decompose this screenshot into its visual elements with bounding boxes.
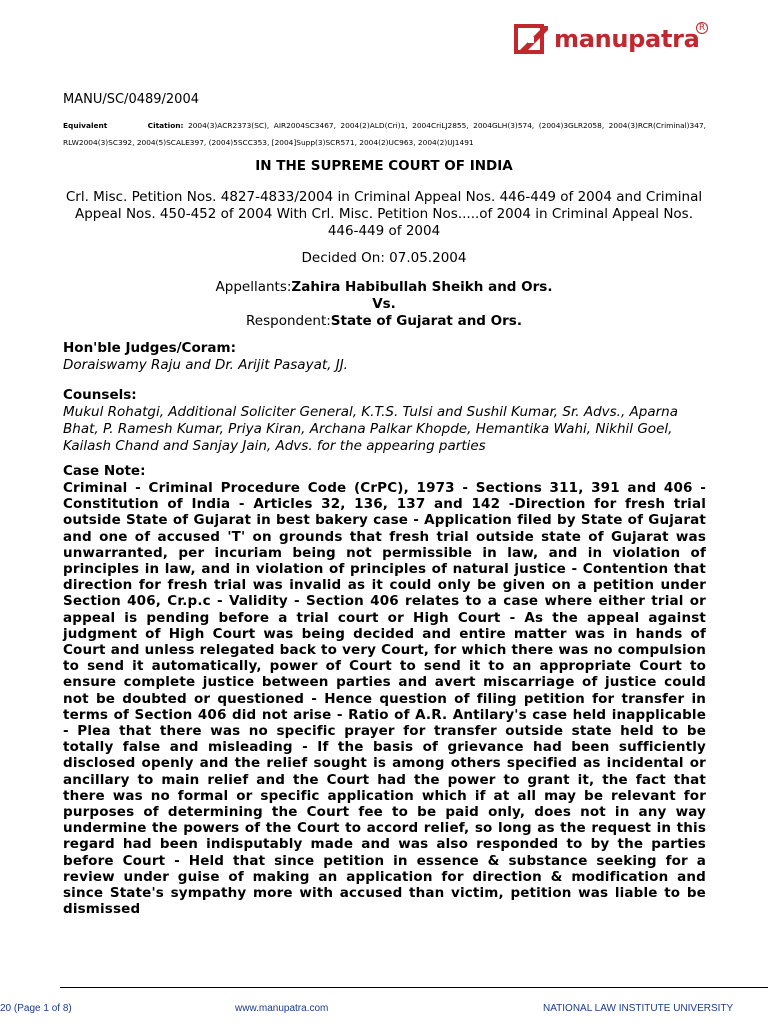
- manupatra-logo: [514, 22, 706, 56]
- respondent-line: [0, 313, 768, 330]
- case-note-section: [63, 463, 706, 917]
- judges-names: Doraiswamy Raju and Dr. Arijit Pasayat, JJ.: [63, 357, 348, 373]
- equivalent-citations: [63, 117, 706, 151]
- judges-heading: Hon'ble Judges/Coram:: [63, 340, 236, 356]
- manupatra-logo-icon: [514, 23, 550, 55]
- footer-institution: NATIONAL LAW INSTITUTE UNIVERSITY: [543, 1003, 734, 1014]
- versus-line: [0, 296, 768, 313]
- appellants-label: Appellants:: [215, 279, 292, 295]
- versus-text: Vs.: [372, 296, 396, 312]
- decided-date: Decided On: 07.05.2004: [301, 250, 467, 266]
- case-note-body: Criminal - Criminal Procedure Code (CrPC), 1973 - Sections 311, 391 and 406 - Constitution of India - Articles 32, 136, 137 and 142 -Direction for fresh trial outside State of Gujarat in best bakery case - Application filed by State of Gujarat and one of accused 'T' on grounds that fresh trial outside state of Gujarat was unwarranted, per incuriam being not permissible in law, and in violation of principles in law, and in violation of principles of natural justice - Contention that direction for fresh trial was invalid as it could only be given on a petition under Section 406, Cr.p.c - Validity - Section 406 relates to a case where either trial or appeal is pending before a trial court or High Court - As the appeal against judgment of High Court was being decided and entire matter was in hands of Court and unless relegated back to very Court, for which there was no compulsion to send it automatically, power of Court to send it to an appropriate Court to ensure complete justice between parties and avert miscarriage of justice could not be doubted or questioned - Hence question of filing petition for transfer in terms of Section 406 did not arise - Ratio of A.R. Antilary's case held inapplicable - Plea that there was no specific prayer for transfer outside state held to be totally false and misleading - If the basis of grievance had been sufficiently disclosed openly and the relief sought is among others specified as incidental or ancillary to main relief and the Court had the power to grant it, the fact that there was no formal or specific application which if at all may be relevant for purposes of determining the Court fee to be paid only, does not in any way undermine the powers of the Court to accord relief, so long as the request in this regard had been indisputably made and was also responded to by the parties before Court - Held that since petition in essence & substance seeking for a review under guise of making an application for direction & modification and since State's sympathy more with accused than victim, petition was liable to be dismissed: [63, 480, 706, 918]
- counsels-section: [63, 387, 706, 455]
- footer-website-link[interactable]: www.manupatra.com: [235, 1003, 329, 1014]
- footer-page-info: 20 (Page 1 of 8): [0, 1003, 72, 1014]
- counsels-names: Mukul Rohatgi, Additional Soliciter General, K.T.S. Tulsi and Sushil Kumar, Sr. Advs., Aparna Bhat, P. Ramesh Kumar, Priya Kiran, Archana Palkar Khopde, Hemantika Wahi, Nikhil Goel, Kailash Chand and Sanjay Jain, Advs. for the appearing parties: [63, 404, 678, 454]
- equivalent-label: Equivalent: [63, 121, 108, 130]
- footer-divider: [60, 987, 768, 988]
- citation-label: Citation:: [147, 121, 184, 130]
- counsels-heading: Counsels:: [63, 387, 137, 403]
- court-name: IN THE SUPREME COURT OF INDIA: [255, 158, 513, 174]
- respondent-label: Respondent:: [246, 313, 331, 329]
- manu-citation-id: MANU/SC/0489/2004: [63, 92, 199, 107]
- registered-mark-icon: R: [696, 22, 708, 34]
- parties-block: [0, 279, 768, 330]
- appellants-line: [0, 279, 768, 296]
- brand-name: manupatra: [554, 25, 700, 53]
- appellants-name: Zahira Habibullah Sheikh and Ors.: [291, 279, 553, 295]
- citation-list: 2004(3)ACR2373(SC), AIR2004SC3467, 2004(2)ALD(Cri)1, 2004CriLJ2855, 2004GLH(3)574, (2004)3GLR2058, 2004(3)RCR(Criminal)347, RLW2004(3)SC392, 2004(5)SCALE397, (2004)5SCC353, [2004]Supp(3)SCR571, 2004(2)UC963, 2004(2)UJ1491: [63, 121, 706, 147]
- judges-section: [63, 340, 706, 374]
- case-note-heading: Case Note:: [63, 463, 146, 479]
- petition-description: Crl. Misc. Petition Nos. 4827-4833/2004 in Criminal Appeal Nos. 446-449 of 2004 and Criminal Appeal Nos. 450-452 of 2004 With Crl. Misc. Petition Nos.....of 2004 in Criminal Appeal Nos. 446-449 of 2004: [65, 189, 703, 239]
- respondent-name: State of Gujarat and Ors.: [330, 313, 522, 329]
